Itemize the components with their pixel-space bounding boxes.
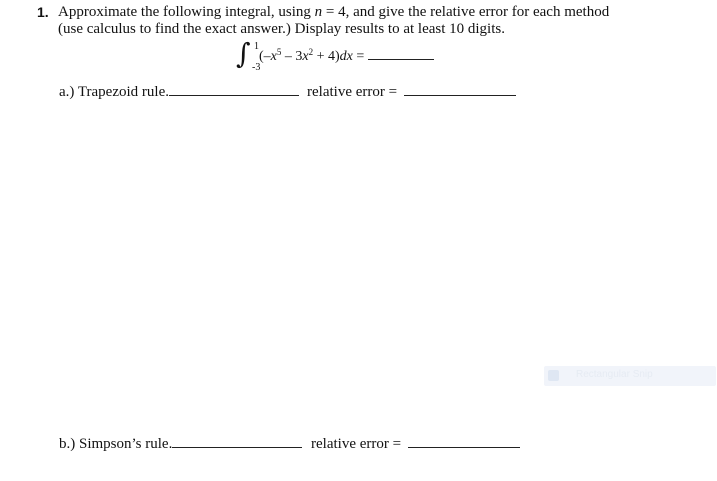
integral-upper-bound: 1 [254,41,259,52]
trapezoid-answer-blank[interactable] [169,95,299,96]
power-5: 5 [276,47,282,57]
part-a [59,84,299,101]
instruction-line-1 [58,4,609,21]
integrand-open: ( [259,49,264,64]
snip-icon [548,370,559,381]
equals-sign: = [352,49,368,64]
integrand-x-2: x [302,49,309,64]
instruction-line-1-pre: Approximate the following integral, using [58,4,315,20]
power-2: 2 [308,47,314,57]
integrand-x: x [270,49,277,64]
part-b-relative-error [311,436,520,453]
integrand: $(-x^5 - 3x^2 + 4)dx$ = [259,49,434,65]
integrand-tail: + 4) [313,49,340,64]
integral-lower-bound: -3 [252,62,261,73]
integrand-dx: dx [339,49,353,64]
simpson-label: b.) Simpson’s rule. [59,436,173,452]
exact-answer-blank[interactable] [368,59,434,60]
n-variable: n [314,4,323,20]
relative-error-label-b: relative error = [311,436,402,452]
instruction-line-2: (use calculus to find the exact answer.) Display results to at least 10 digits. [58,21,505,37]
part-a-relative-error [307,84,516,101]
instruction-line-1-post: = 4, and give the relative error for each method [322,4,610,20]
relative-error-b-blank[interactable] [408,447,520,448]
integrand-mid: – 3 [281,49,303,64]
trapezoid-label: a.) Trapezoid rule. [59,84,169,100]
question-number: 1. [37,4,49,20]
relative-error-a-blank[interactable] [404,95,516,96]
simpson-answer-blank[interactable] [172,447,302,448]
relative-error-label-a: relative error = [307,84,398,100]
snip-overlay [544,366,716,386]
snip-overlay-label: Rectangular Snip [576,369,653,380]
part-b [59,436,302,453]
integral-sign-icon: ∫ [236,37,251,70]
